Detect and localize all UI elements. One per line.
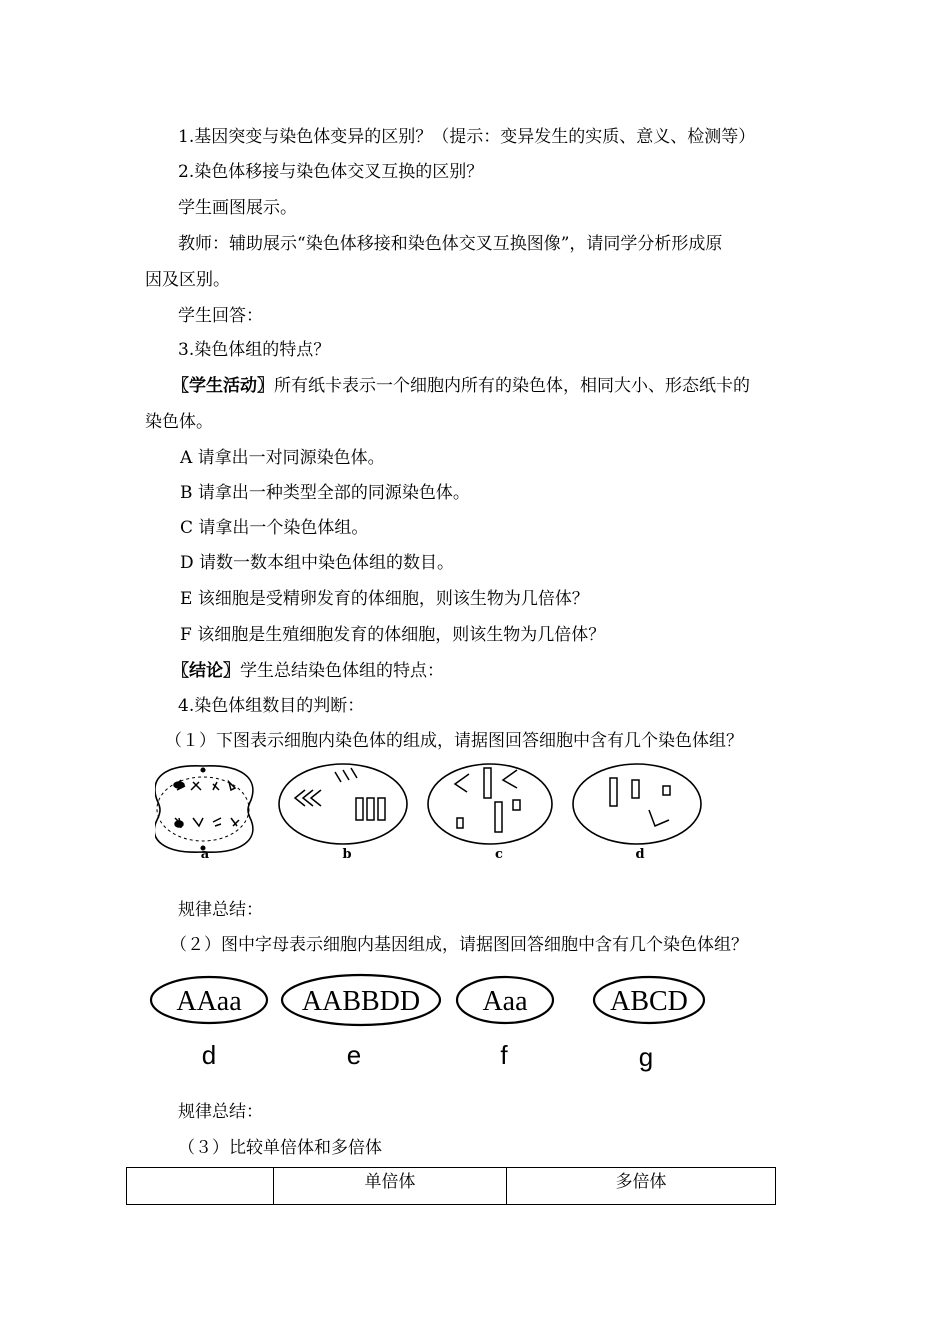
gene-cell-g-label: g bbox=[638, 1042, 654, 1072]
gene-cell-g-genes: ABCD bbox=[610, 986, 688, 1017]
table-header-polyploid: 多倍体 bbox=[507, 1168, 776, 1205]
part-3: （３）比较单倍体和多倍体 bbox=[178, 1138, 382, 1158]
question-3: 3.染色体组的特点？ bbox=[178, 340, 331, 360]
part-1: （１）下图表示细胞内染色体的组成，请据图回答细胞中含有几个染色体组？ bbox=[165, 731, 743, 751]
gene-cell-d-genes: AAaa bbox=[176, 986, 242, 1017]
activity-line-2: 染色体。 bbox=[145, 412, 213, 432]
task-f: F 该细胞是生殖细胞发育的体细胞，则该生物为几倍体？ bbox=[180, 625, 606, 645]
gene-cell-f-label: f bbox=[500, 1040, 508, 1070]
table-header-row bbox=[127, 1168, 776, 1205]
teacher-line-2: 因及区别。 bbox=[145, 270, 230, 290]
figure1-label-c: c bbox=[495, 847, 503, 862]
cell-d-chromosomes bbox=[610, 778, 670, 826]
conclusion-tag: 〖结论〗 bbox=[172, 661, 240, 681]
table-header-empty bbox=[127, 1168, 274, 1205]
question-4: 4.染色体组数目的判断： bbox=[178, 696, 365, 716]
teacher-line-1: 教师：辅助展示“染色体移接和染色体交叉互换图像”，请同学分析形成原 bbox=[178, 234, 723, 254]
cell-c-chromosomes bbox=[455, 768, 520, 832]
figure1-label-d: d bbox=[635, 847, 645, 862]
table-header-haploid: 单倍体 bbox=[274, 1168, 507, 1205]
cell-b-outline bbox=[279, 764, 407, 844]
gene-cell-e-genes: AABBDD bbox=[301, 986, 421, 1017]
rule-summary-2: 规律总结： bbox=[178, 1102, 263, 1122]
cell-a-spindle bbox=[157, 777, 249, 841]
conclusion-line bbox=[172, 659, 444, 683]
chromosome-figure bbox=[155, 760, 715, 870]
figure1-label-b: b bbox=[342, 847, 352, 862]
activity-line-1 bbox=[172, 374, 750, 398]
gene-cell-d-label: d bbox=[201, 1040, 217, 1070]
task-e: E 该细胞是受精卵发育的体细胞，则该生物为几倍体？ bbox=[180, 589, 589, 609]
cell-a-outline bbox=[155, 766, 253, 852]
activity-text: 所有纸卡表示一个细胞内所有的染色体，相同大小、形态纸卡的 bbox=[274, 376, 750, 396]
gene-cell-e-label: e bbox=[346, 1040, 362, 1070]
rule-summary-1: 规律总结： bbox=[178, 900, 263, 920]
student-answer: 学生回答： bbox=[178, 306, 263, 326]
task-c: C 请拿出一个染色体组。 bbox=[180, 518, 369, 538]
question-2: 2.染色体移接与染色体交叉互换的区别？ bbox=[178, 162, 484, 182]
gene-figure bbox=[148, 972, 728, 1078]
cell-a-chromosomes bbox=[174, 768, 239, 850]
comparison-table bbox=[126, 1167, 776, 1205]
cell-b-chromosomes bbox=[295, 768, 385, 820]
cell-d-outline bbox=[573, 764, 701, 844]
cell-c-outline bbox=[428, 764, 552, 844]
activity-tag: 〖学生活动〗 bbox=[172, 376, 274, 396]
figure1-label-a: a bbox=[200, 847, 210, 862]
gene-cell-f-genes: Aaa bbox=[482, 986, 528, 1017]
part-2: （２）图中字母表示细胞内基因组成，请据图回答细胞中含有几个染色体组？ bbox=[170, 935, 748, 955]
student-draw: 学生画图展示。 bbox=[178, 198, 297, 218]
conclusion-text: 学生总结染色体组的特点： bbox=[240, 661, 444, 681]
question-1: 1.基因突变与染色体变异的区别？（提示：变异发生的实质、意义、检测等） bbox=[178, 127, 756, 147]
task-d: D 请数一数本组中染色体组的数目。 bbox=[180, 553, 455, 573]
task-b: B 请拿出一种类型全部的同源染色体。 bbox=[180, 483, 470, 503]
task-a: A 请拿出一对同源染色体。 bbox=[180, 448, 385, 468]
